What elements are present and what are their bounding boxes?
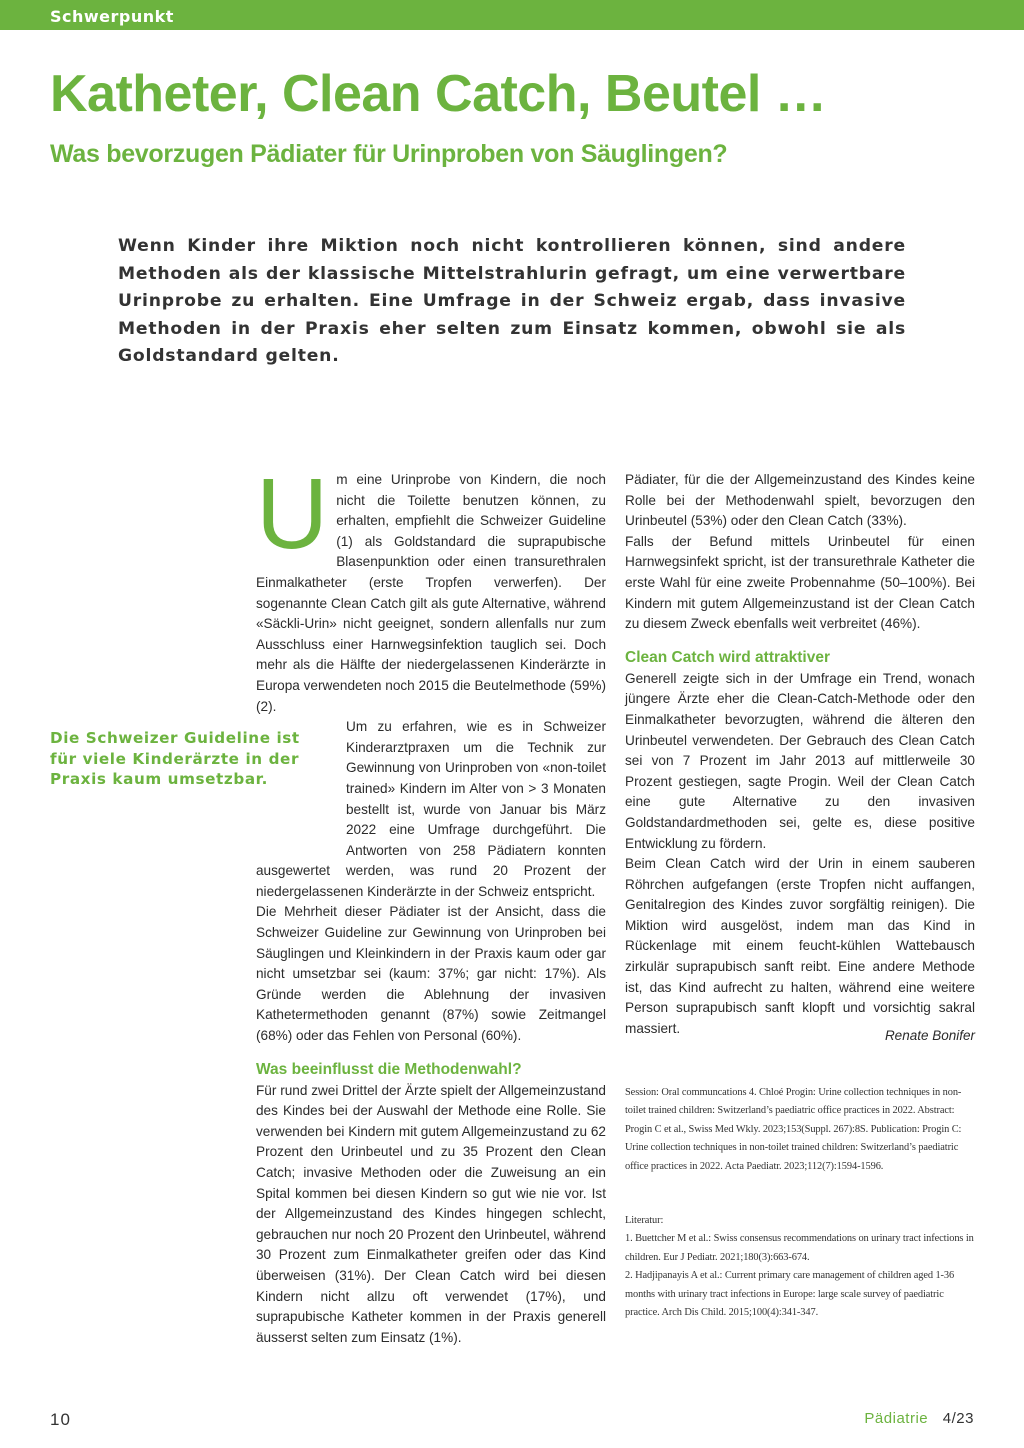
paragraph-allgemeinzustand: Pädiater, für die der Allgemeinzustand des Kindes keine Rolle bei der Methodenwahl spielt, bevorzugen den Urinbeutel (53%) oder den Clean Catch (33%). <box>625 472 975 529</box>
literature-item: 1. Buettcher M et al.: Swiss consensus recommendations on urinary tract infections in children. Eur J Pediatr. 2021;180(3):663-674. <box>625 1233 974 1263</box>
literature-item: 2. Hadjipanayis A et al.: Current primary care management of children aged 1-36 months with urinary tract infections in Europe: large scale survey of paediatric practice. Arch Dis Child. 2015;100(4):341-347. <box>625 1270 955 1319</box>
session-reference <box>625 1084 977 1176</box>
text-column-right <box>625 470 975 1039</box>
literature-list <box>625 1212 977 1322</box>
publication-name: Pädiatrie <box>864 1410 929 1427</box>
text-column-left <box>256 458 606 1348</box>
paragraph-intro: m eine Urinprobe von Kindern, die noch nicht die Toilette benutzen können, zu erhalten, empfiehlt die Schweizer Guideline (1) als Goldstandard die suprapubische Blasenpunktion oder einen transurethralen Einmalkatheter (erste Tropfen verwerfen). Der sogenannte Clean Catch gilt als gute Alternative, während «Säckli-Urin» nicht geeignet, sondern allenfalls nur zum Ausschluss einer Harnwegsinfektion tauglich sei. Doch mehr als die Hälfte der niedergelassenen Kinderärzte in Europa verwendeten noch 2015 die Beutelmethode (59%) (2). <box>256 472 606 714</box>
paragraph-technik: Beim Clean Catch wird der Urin in einem sauberen Röhrchen aufgefangen (erste Tropfen nicht auffangen, Genitalregion des Kindes zuvor sorgfältig reinigen). Die Miktion wird ausgelöst, indem man das Kind in Rückenlage mit einem feucht-kühlen Wattebausch zirkulär suprapubisch sanft reibt. Eine andere Methode ist, das Kind aufrecht zu halten, während eine weitere Person suprapubisch sanft klopft und vorsichtig sakral massiert. <box>625 856 975 1036</box>
session-reference-text: Session: Oral communcations 4. Chloé Progin: Urine collection techniques in non-toilet trained children: Switzerland’s paediatric office practices in 2022. Abstract: Progin C et al., Swiss Med Wkly. 2023;153(Suppl. 267):8S. Publication: Progin C: Urine collection techniques in non-toilet trained children: Switzerland’s paediatric office practices in 2022. Acta Paediatr. 2023;112(7):1594-1596. <box>625 1087 962 1172</box>
paragraph-survey: Um zu erfahren, wie es in Schweizer Kinderarztpraxen um die Technik zur Gewinnung von Urinproben von «non-toilet trained» Kindern im Alter von > 3 Monaten bestellt ist, wurde von Januar bis März 2022 eine Umfrage durchgeführt. Die Antworten von 258 Pädiatern konnten ausgewertet werden, was rund 20 Prozent der niedergelassenen Kinderärzte in der Schweiz entspricht. <box>256 719 606 899</box>
section-bar <box>0 0 1024 30</box>
article-lead: Wenn Kinder ihre Miktion noch nicht kontrollieren können, sind andere Methoden als der klassische Mittelstrahlurin gefragt, um eine verwertbare Urinprobe zu erhalten. Eine Umfrage in der Schweiz ergab, dass invasive Methoden in der Praxis eher selten zum Einsatz kommen, obwohl sie als Goldstandard gelten. <box>118 236 906 366</box>
pull-quote: Die Schweizer Guideline ist für viele Kinderärzte in der Praxis kaum umsetzbar. <box>50 729 300 788</box>
footer-publication <box>864 1410 974 1427</box>
literature-label: Literatur: <box>625 1215 664 1226</box>
heading-methodenwahl: Was beeinflusst die Methodenwahl? <box>256 1060 522 1078</box>
author-byline: Renate Bonifer <box>884 1028 975 1043</box>
paragraph-zweite-probe: Falls der Befund mittels Urinbeutel für einen Harnwegsinfekt spricht, ist der transurethrale Katheter die erste Wahl für eine zweite Probennahme (50–100%). Bei Kindern mit gutem Allgemeinzustand ist der Clean Catch zu diesem Zweck ebenfalls weit verbreitet (46%). <box>625 533 975 632</box>
issue-number: 4/23 <box>942 1410 974 1427</box>
article-title: Katheter, Clean Catch, Beutel … <box>50 65 827 123</box>
paragraph-methodenwahl: Für rund zwei Drittel der Ärzte spielt der Allgemeinzustand des Kindes bei der Auswahl der Methode eine Rolle. Sie verwenden bei Kindern mit gutem Allgemeinzustand zu 62 Prozent den Urinbeutel und zu 35 Prozent den Clean Catch; invasive Methoden oder die Zuweisung an ein Spital kommen bei diesen Kindern so gut wie nie vor. Ist der Allgemeinzustand des Kindes hingegen schlecht, gebrauchen nur noch 20 Prozent den Urinbeutel, während 30 Prozent zum Einmalkatheter greifen oder das Kind überweisen (31%). Der Clean Catch wird bei diesen Kindern nicht allzu oft verwendet (17%), und suprapubische Katheter kommen in der Praxis generell äusserst selten zum Einsatz (1%). <box>256 1082 606 1345</box>
article-subtitle: Was bevorzugen Pädiater für Urinproben von Säuglingen? <box>50 140 728 168</box>
paragraph-guideline: Die Mehrheit dieser Pädiater ist der Ansicht, dass die Schweizer Guideline zur Gewinnung von Urinproben bei Säuglingen und Kleinkindern in der Praxis kaum oder gar nicht umsetzbar sei (kaum: 37%; gar nicht: 17%). Als Gründe werden die Ablehnung der invasiven Kathetermethoden genannt (87%) sowie Zeitmangel (68%) oder das Fehlen von Personal (60%). <box>256 904 606 1044</box>
page-number: 10 <box>50 1410 71 1429</box>
drop-cap: U <box>256 458 329 570</box>
heading-clean-catch: Clean Catch wird attraktiver <box>625 648 831 666</box>
section-label: Schwerpunkt <box>50 7 174 26</box>
paragraph-trend: Generell zeigte sich in der Umfrage ein Trend, wonach jüngere Ärzte eher die Clean-Catch-Methode oder den Einmalkatheter bevorzugten, während die älteren den Urinbeutel verwendeten. Der Gebrauch des Clean Catch sei von 7 Prozent im Jahr 2013 auf mittlerweile 30 Prozent gestiegen, sagte Progin. Weil der Clean Catch eine gute Alternative zu den invasiven Goldstandardmethoden sei, gelte es, diese positive Entwicklung zu fördern. <box>625 670 975 851</box>
